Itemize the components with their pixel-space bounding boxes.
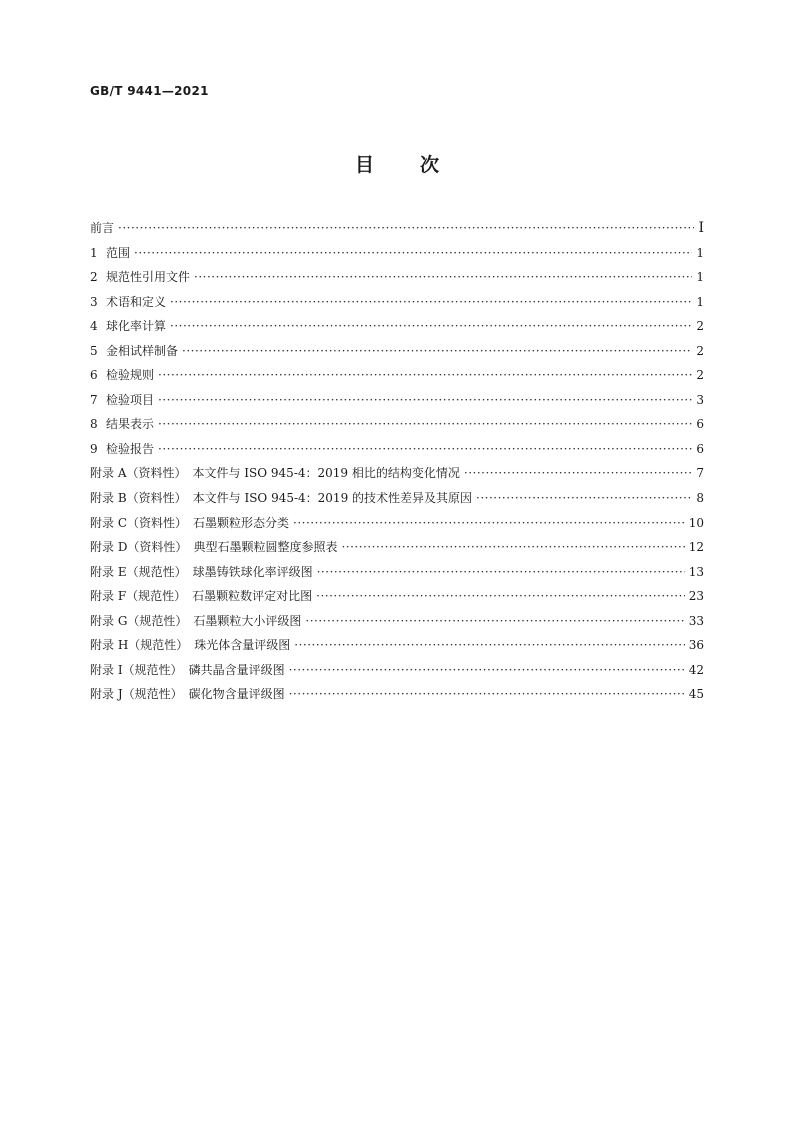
toc-dot-leader bbox=[464, 461, 692, 486]
toc-dot-leader bbox=[194, 265, 692, 290]
title-char-2: 次 bbox=[420, 154, 440, 176]
toc-entry-title: 本文件与 ISO 945-4：2019 的技术性差异及其原因 bbox=[192, 491, 473, 506]
toc-entry-title: 石墨颗粒大小评级图 bbox=[193, 613, 302, 628]
toc-dot-leader bbox=[305, 609, 684, 634]
toc-dot-leader bbox=[316, 584, 685, 609]
toc-entry-number: 6 bbox=[90, 368, 98, 383]
toc-entry-number: 附录 J（规范性） bbox=[90, 687, 183, 702]
toc-entry-title: 检验项目 bbox=[106, 392, 155, 407]
toc-row[interactable] bbox=[90, 609, 704, 634]
toc-entry-number: 附录 F（规范性） bbox=[90, 589, 187, 604]
toc-entry-title: 碳化物含量评级图 bbox=[188, 687, 285, 702]
toc-page-number: 2 bbox=[696, 319, 704, 334]
toc-dot-leader bbox=[341, 535, 684, 560]
toc-entry-label bbox=[90, 584, 312, 609]
toc-entry-number: 附录 B（资料性） bbox=[90, 491, 187, 506]
toc-row[interactable] bbox=[90, 560, 704, 585]
toc-entry-title: 金相试样制备 bbox=[106, 343, 179, 358]
toc-entry-title: 本文件与 ISO 945-4：2019 相比的结构变化情况 bbox=[192, 466, 460, 481]
toc-entry-title: 球墨铸铁球化率评级图 bbox=[192, 564, 313, 579]
page-title bbox=[0, 150, 794, 177]
toc-entry-title: 结果表示 bbox=[106, 417, 155, 432]
toc-entry-label bbox=[90, 486, 472, 511]
toc-entry-label bbox=[90, 461, 460, 486]
toc-entry-label bbox=[90, 682, 285, 707]
document-code: GB/T 9441—2021 bbox=[90, 84, 209, 98]
toc-dot-leader bbox=[289, 658, 685, 683]
toc-dot-leader bbox=[158, 363, 692, 388]
toc-entry-title: 球化率计算 bbox=[106, 319, 167, 334]
toc-entry-title: 磷共晶含量评级图 bbox=[188, 662, 285, 677]
toc-entry-label bbox=[90, 363, 154, 388]
toc-entry-title: 范围 bbox=[106, 245, 131, 260]
toc-dot-leader bbox=[170, 314, 692, 339]
toc-entry-title: 检验报告 bbox=[106, 441, 155, 456]
toc-row[interactable] bbox=[90, 682, 704, 707]
toc-row[interactable] bbox=[90, 363, 704, 388]
toc-entry-label bbox=[90, 339, 178, 364]
toc-dot-leader bbox=[158, 388, 692, 413]
toc-row[interactable] bbox=[90, 633, 704, 658]
toc-page-number: 42 bbox=[688, 662, 704, 677]
toc-page-number: 2 bbox=[696, 343, 704, 358]
toc-dot-leader bbox=[294, 633, 684, 658]
toc-dot-leader bbox=[293, 511, 685, 536]
toc-page-number: 7 bbox=[696, 466, 704, 481]
toc-row[interactable] bbox=[90, 314, 704, 339]
toc-entry-label bbox=[90, 388, 154, 413]
toc-entry-number: 附录 C（资料性） bbox=[90, 515, 187, 530]
toc-page-number: Ⅰ bbox=[698, 220, 704, 236]
toc-entry-number: 3 bbox=[90, 294, 98, 309]
toc-dot-leader bbox=[476, 486, 692, 511]
toc-row[interactable] bbox=[90, 388, 704, 413]
toc-entry-number: 附录 G（规范性） bbox=[90, 613, 188, 628]
toc-entry-label bbox=[90, 609, 301, 634]
table-of-contents bbox=[90, 216, 704, 707]
toc-row[interactable] bbox=[90, 290, 704, 315]
toc-dot-leader bbox=[289, 682, 685, 707]
toc-page-number: 1 bbox=[696, 245, 704, 260]
toc-row[interactable] bbox=[90, 216, 704, 241]
toc-page-number: 1 bbox=[696, 270, 704, 285]
toc-row[interactable] bbox=[90, 241, 704, 266]
toc-row[interactable] bbox=[90, 535, 704, 560]
toc-entry-number: 2 bbox=[90, 270, 98, 285]
toc-row[interactable] bbox=[90, 486, 704, 511]
toc-dot-leader bbox=[182, 339, 692, 364]
toc-entry-label bbox=[90, 265, 190, 290]
toc-row[interactable] bbox=[90, 511, 704, 536]
toc-page-number: 13 bbox=[688, 564, 704, 579]
toc-entry-number: 9 bbox=[90, 441, 98, 456]
toc-row[interactable] bbox=[90, 437, 704, 462]
toc-page-number: 6 bbox=[696, 441, 704, 456]
toc-page-number: 8 bbox=[696, 491, 704, 506]
toc-page-number: 36 bbox=[688, 638, 704, 653]
toc-entry-number: 附录 A（资料性） bbox=[90, 466, 187, 481]
toc-entry-label bbox=[90, 314, 166, 339]
toc-entry-label bbox=[90, 437, 154, 462]
toc-entry-title: 石墨颗粒形态分类 bbox=[193, 515, 290, 530]
toc-entry-number: 1 bbox=[90, 245, 98, 260]
toc-row[interactable] bbox=[90, 584, 704, 609]
toc-entry-title: 术语和定义 bbox=[106, 294, 167, 309]
toc-entry-label bbox=[90, 511, 289, 536]
toc-page-number: 12 bbox=[688, 540, 704, 555]
toc-entry-title: 珠光体含量评级图 bbox=[194, 638, 291, 653]
toc-entry-number: 附录 I（规范性） bbox=[90, 662, 183, 677]
toc-row[interactable] bbox=[90, 339, 704, 364]
toc-dot-leader bbox=[170, 290, 692, 315]
toc-page-number: 6 bbox=[696, 417, 704, 432]
toc-entry-title: 检验规则 bbox=[106, 368, 155, 383]
toc-page-number: 1 bbox=[696, 294, 704, 309]
toc-dot-leader bbox=[118, 216, 694, 241]
toc-page-number: 3 bbox=[696, 392, 704, 407]
toc-entry-label bbox=[90, 412, 154, 437]
toc-page-number: 23 bbox=[688, 589, 704, 604]
toc-entry-label bbox=[90, 560, 313, 585]
toc-dot-leader bbox=[158, 412, 692, 437]
toc-row[interactable] bbox=[90, 265, 704, 290]
toc-entry-number: 5 bbox=[90, 343, 98, 358]
toc-entry-title: 前言 bbox=[90, 221, 115, 235]
toc-entry-number: 附录 D（资料性） bbox=[90, 540, 188, 555]
toc-row[interactable] bbox=[90, 658, 704, 683]
toc-entry-title: 典型石墨颗粒圆整度参照表 bbox=[193, 540, 338, 555]
toc-entry-number: 8 bbox=[90, 417, 98, 432]
toc-dot-leader bbox=[158, 437, 692, 462]
toc-page-number: 2 bbox=[696, 368, 704, 383]
toc-row[interactable] bbox=[90, 412, 704, 437]
toc-row[interactable] bbox=[90, 461, 704, 486]
title-char-1: 目 bbox=[354, 154, 374, 176]
toc-entry-label bbox=[90, 216, 114, 241]
toc-entry-label bbox=[90, 633, 290, 658]
toc-page-number: 45 bbox=[688, 687, 704, 702]
toc-entry-number: 附录 H（规范性） bbox=[90, 638, 189, 653]
toc-dot-leader bbox=[317, 560, 685, 585]
toc-page-number: 10 bbox=[688, 515, 704, 530]
toc-entry-number: 附录 E（规范性） bbox=[90, 564, 187, 579]
toc-entry-number: 4 bbox=[90, 319, 98, 334]
toc-entry-label bbox=[90, 241, 130, 266]
toc-entry-label bbox=[90, 290, 166, 315]
toc-page-number: 33 bbox=[688, 613, 704, 628]
toc-entry-number: 7 bbox=[90, 392, 98, 407]
toc-entry-title: 规范性引用文件 bbox=[106, 270, 191, 285]
toc-entry-label bbox=[90, 658, 285, 683]
toc-entry-title: 石墨颗粒数评定对比图 bbox=[192, 589, 313, 604]
toc-dot-leader bbox=[134, 241, 692, 266]
toc-entry-label bbox=[90, 535, 337, 560]
